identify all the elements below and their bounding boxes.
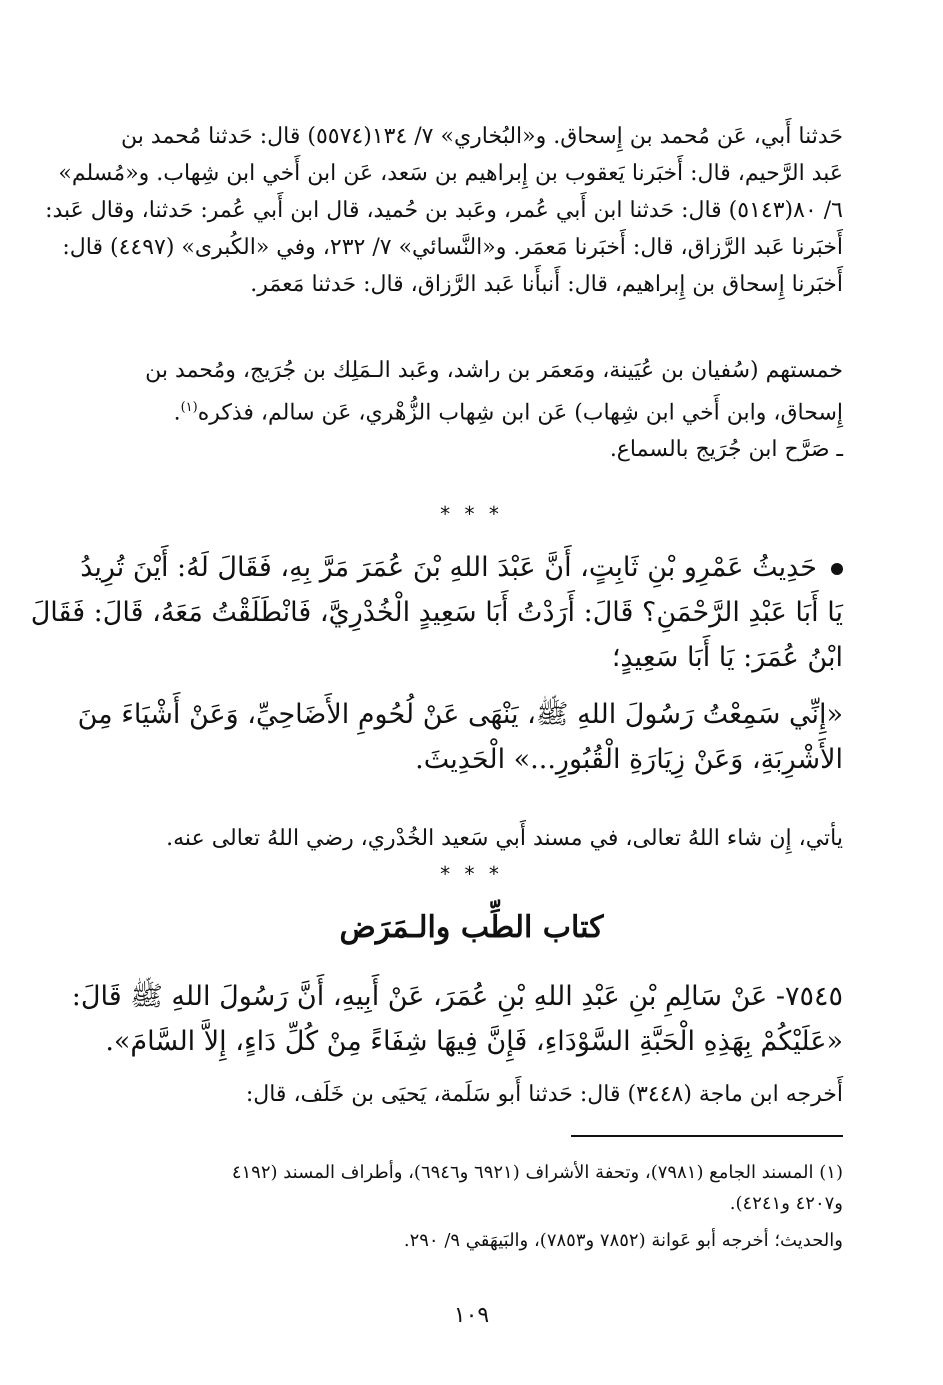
text-line: ٦/ ٨٠(٥١٤٣) قال: حَدثنا ابن أَبي عُمر، وعَبد بن حُميد، قال ابن أَبي عُمر: حَدثنا، وقال عَبد:	[45, 198, 843, 223]
footnote-line: (١) المسند الجامع (٧٩٨١)، وتحفة الأشراف (٦٩٢١ و٦٩٤٦)، وأطراف المسند (٤١٩٢	[231, 1162, 843, 1183]
text-segment: إِسحاق، وابن أَخي ابن شِهاب) عَن ابن شِهاب الزُّهْري، عَن سالم، فذكره	[197, 400, 843, 426]
text-line: أَخبَرنا إِسحاق بن إِبراهيم، قال: أَنبأَنا عَبد الرَّزاق، قال: حَدثنا مَعمَر.	[250, 272, 843, 297]
text-line	[80, 545, 843, 590]
text-line: يَا أَبَا عَبْدِ الرَّحْمَنِ؟ قَالَ: أَرَدْتُ أَبَا سَعِيدٍ الْخُدْرِيَّ، فَانْطَلَقْتُ مَعَهُ، قَالَ: فَقَالَ	[30, 597, 843, 628]
summary-paragraph	[100, 352, 843, 468]
page-number: ١٠٩	[453, 1303, 490, 1328]
text-line: ابْنُ عُمَرَ: يَا أَبَا سَعِيدٍ؛	[611, 642, 843, 673]
text-line: أَخرجه ابن ماجة (٣٤٤٨) قال: حَدثنا أَبو سَلَمة، يَحيَى بن خَلَف، قال:	[245, 1082, 843, 1107]
footnote-marker[interactable]: (١)	[180, 400, 198, 415]
text-line: حَدثنا أَبي، عَن مُحمد بن إِسحاق. و«البُخاري» ٧/ ١٣٤(٥٥٧٤) قال: حَدثنا مُحمد بن	[121, 124, 843, 149]
text-line: خمستهم (سُفيان بن عُيَينة، ومَعمَر بن راشد، وعَبد الـمَلِك بن جُرَيج، ومُحمد بن	[145, 358, 843, 383]
text-line: ـ صَرَّح ابن جُرَيج بالسماع.	[609, 437, 843, 463]
text-line: «عَلَيْكُمْ بِهَذِهِ الْحَبَّةِ السَّوْدَاءِ، فَإِنَّ فِيهَا شِفَاءً مِنْ كُلِّ دَاءٍ، إِلاَّ السَّامَ».	[105, 1026, 843, 1057]
section-separator: * * *	[440, 862, 503, 886]
footnote-line: والحديث؛ أخرجه أبو عَوانة (٧٨٥٢ و٧٨٥٣)، والبَيهَقي ٩/ ٢٩٠.	[403, 1230, 843, 1251]
text-line	[100, 389, 843, 431]
cross-reference-note	[100, 820, 843, 857]
section-separator: * * *	[440, 502, 503, 526]
text-line: أَخبَرنا عَبد الرَّزاق، قال: أَخبَرنا مَعمَر. و«النَّسائي» ٧/ ٢٣٢، وفي «الكُبرى» (٤٤٩٧) قال:	[62, 235, 843, 260]
text-line: ٧٥٤٥- عَنْ سَالِمِ بْنِ عَبْدِ اللهِ بْنِ عُمَرَ، عَنْ أَبِيهِ، أَنَّ رَسُولَ اللهِ ﷺ قَالَ:	[71, 981, 843, 1012]
footnote-line: و٤٢٠٧ و٤٢٤١).	[729, 1193, 843, 1214]
text-line: الأَشْرِبَةِ، وَعَنْ زِيَارَةِ الْقُبُورِ...» الْحَدِيثَ.	[415, 744, 843, 775]
footnotes	[100, 1157, 843, 1256]
end-mark: .	[173, 400, 181, 426]
footnote-divider	[571, 1135, 843, 1137]
chain-paragraph	[45, 118, 843, 303]
hadith-block	[30, 545, 843, 782]
hadith-7545	[71, 974, 843, 1064]
text-segment: حَدِيثُ عَمْرِو بْنِ ثَابِتٍ، أَنَّ عَبْدَ اللهِ بْنَ عُمَرَ مَرَّ بِهِ، فَقَالَ لَهُ: أَيْنَ تُرِيدُ	[80, 552, 817, 583]
takhrij-paragraph	[100, 1076, 843, 1113]
section-title: كتاب الطِّب والـمَرَض	[339, 910, 604, 945]
text-line: عَبد الرَّحيم، قال: أَخبَرنا يَعقوب بن إِبراهيم بن سَعد، عَن ابن أَخي ابن شِهاب. و«مُسلم»	[58, 161, 843, 186]
text-line: يأتي، إِن شاء اللهُ تعالى، في مسند أَبي سَعيد الخُدْري، رضي اللهُ تعالى عنه.	[166, 826, 843, 851]
text-line: «إِنِّي سَمِعْتُ رَسُولَ اللهِ ﷺ، يَنْهَى عَنْ لُحُومِ الأَضَاحِيِّ، وَعَنْ أَشْيَاءَ مِنَ	[77, 699, 843, 730]
bullet-icon	[831, 563, 843, 575]
